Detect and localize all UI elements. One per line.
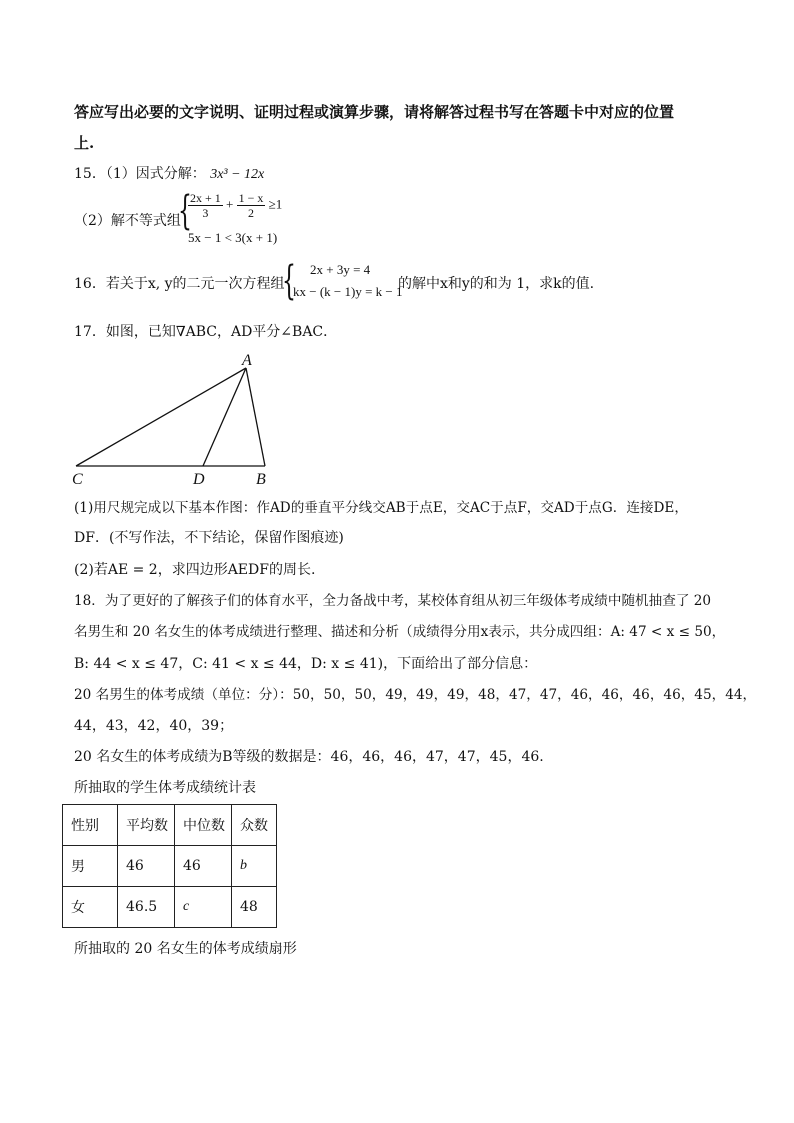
vertex-label-b: B (256, 471, 266, 488)
q18-after-table: 所抽取的 20 名女生的体考成绩扇形 (74, 941, 297, 957)
header-cell-median: 中位数 (175, 805, 232, 846)
q17-part2: (2)若AE = 2，求四边形AEDF的周长. (74, 562, 316, 578)
side-ca (76, 368, 246, 466)
table-cell: 46.5 (118, 887, 175, 928)
vertex-label-a: A (242, 352, 252, 369)
q15-part1 (74, 164, 264, 185)
q15-inequality-1 (188, 191, 282, 220)
header-cell-mean: 平均数 (118, 805, 175, 846)
table-row (63, 846, 277, 887)
q18-line-6: 20 名女生的体考成绩为B等级的数据是：46，46，46，47，47，45，46. (74, 749, 544, 765)
table-cell: c (175, 887, 232, 928)
table-cell: 男 (63, 846, 118, 887)
vertex-label-d: D (193, 471, 205, 488)
q15-frac2-denominator: 2 (248, 206, 255, 220)
q15-part2-prefix: （2）解不等式组 (74, 213, 181, 229)
q15-frac2-numerator: 1 − x (238, 191, 264, 205)
q15-relation: ≥1 (268, 196, 283, 212)
q15-fraction-2 (237, 191, 266, 220)
bisector-ad (203, 368, 246, 466)
q15-part1-prefix: 15．（1）因式分解： (74, 166, 206, 182)
q15-frac1-numerator: 2x + 1 (190, 191, 221, 205)
header-cell-gender: 性别 (63, 805, 118, 846)
q16-brace: { (282, 258, 296, 304)
vertex-label-c: C (72, 471, 83, 488)
table-cell: 女 (63, 887, 118, 928)
q17-part1-line-2: DF．(不写作法，不下结论，保留作图痕迹) (74, 530, 344, 546)
q15-brace: { (178, 188, 192, 234)
stats-table (62, 804, 277, 928)
table-cell: 48 (232, 887, 277, 928)
q16-equation-1: 2x + 3y = 4 (310, 262, 371, 277)
q18-line-1: 18．为了更好的了解孩子们的体育水平，全力备战中考，某校体育组从初三年级体考成绩中随机抽查了 20 (74, 593, 712, 609)
q15-frac1-denominator: 3 (202, 206, 209, 220)
table-row (63, 887, 277, 928)
q17-part1-line-1: (1)用尺规完成以下基本作图：作AD的垂直平分线交AB于点E，交AC于点F，交AD于点G．连接DE， (74, 500, 688, 516)
q18-line-2: 名男生和 20 名女生的体考成绩进行整理、描述和分析（成绩得分用x表示，共分成四组：A: 47 < x ≤ 50， (74, 624, 726, 640)
q15-fraction-1 (188, 191, 223, 220)
q17-stem: 17．如图，已知∇ABC，AD平分∠BAC． (74, 324, 338, 340)
triangle-figure (60, 350, 290, 490)
instruction-line-2: 上. (74, 134, 95, 152)
table-cell: 46 (175, 846, 232, 887)
q18-line-5: 44，43，42，40，39； (74, 718, 234, 734)
table-cell: 46 (118, 846, 175, 887)
q18-line-3: B: 44 < x ≤ 47，C: 41 < x ≤ 44，D: x ≤ 41)，下面给出了部分信息： (74, 656, 538, 672)
side-ab (246, 368, 265, 466)
table-cell: b (232, 846, 277, 887)
table-header-row (63, 805, 277, 846)
q16-suffix: 的解中x和y的和为 1，求k的值. (398, 276, 595, 292)
header-cell-mode: 众数 (232, 805, 277, 846)
q15-inequality-2: 5x − 1 < 3(x + 1) (188, 230, 278, 245)
q16-equation-2: kx − (k − 1)y = k − 1 (293, 284, 403, 299)
instruction-line-1: 答应写出必要的文字说明、证明过程或演算步骤，请将解答过程书写在答题卡中对应的位置 (74, 103, 675, 121)
q18-table-caption: 所抽取的学生体考成绩统计表 (74, 780, 256, 796)
q18-line-4: 20 名男生的体考成绩（单位：分）：50，50，50，49，49，49，48，47，47，46，46，46，46，45，44， (74, 687, 757, 703)
q15-part1-expression: 3x³ − 12x (210, 167, 265, 182)
q16-prefix: 16．若关于x, y的二元一次方程组 (74, 276, 285, 292)
q15-plus-sign: + (226, 196, 234, 212)
